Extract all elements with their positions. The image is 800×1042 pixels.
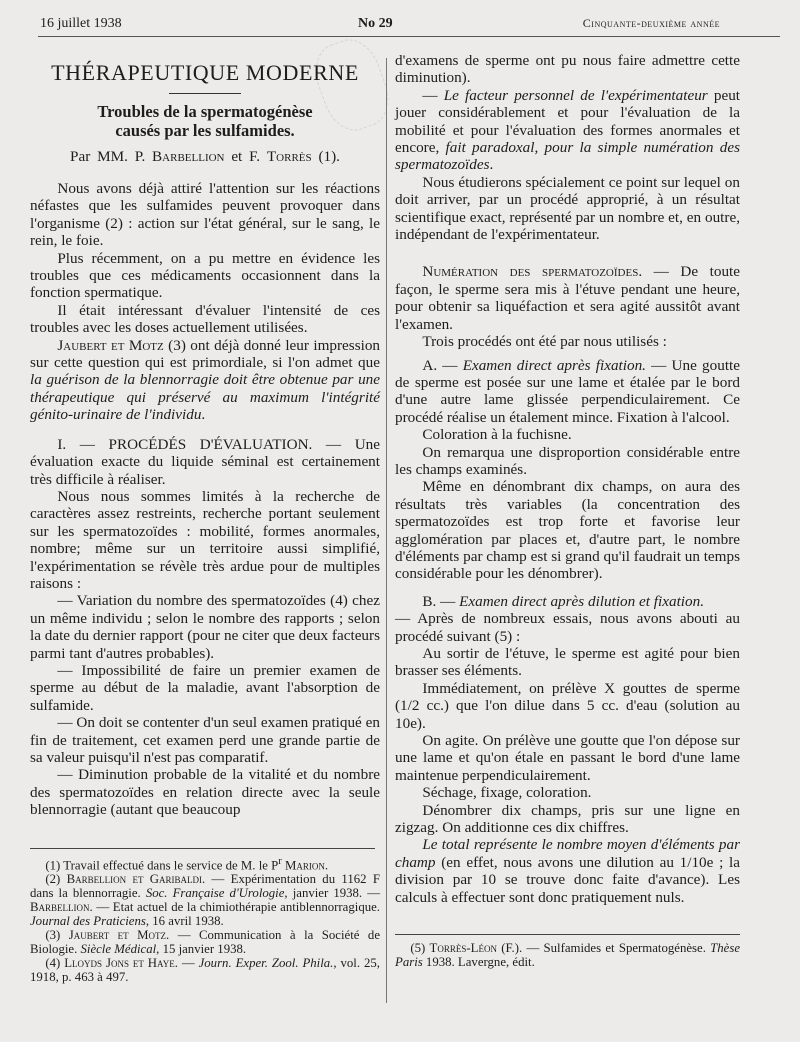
section-paragraph: [395, 263, 740, 333]
italic-run: Siècle Médical: [80, 942, 157, 957]
paragraph: — Diminution probable de la vitalité et du nombre des spermatozoïdes en relation directe avec la seule blennorragie (autant que beaucoup: [30, 766, 380, 819]
text-run: — Communication à la Société de Biologie.: [30, 928, 381, 957]
text-run: — De toute façon, le sperme sera mis à l'étuve pendant une heure, pour obtenir sa liquéfaction et sera agité aussitôt avant l'examen.: [395, 263, 740, 333]
section-heading: I. — PROCÉDÉS D'ÉVALUATION.: [57, 435, 313, 453]
footnotes-right: [395, 934, 740, 969]
paragraph: [395, 836, 740, 906]
italic-run: Examen direct après dilution et fixation.: [459, 592, 704, 610]
authors-prefix: Par MM. P.: [70, 148, 146, 165]
footnote-4: [30, 956, 380, 984]
paragraph: d'examens de sperme ont pu nous faire admettre cette diminution).: [395, 52, 740, 87]
text-run: — Etat actuel de la chimiothérapie antiblennorragique.: [92, 900, 380, 915]
footnote-2: [30, 872, 380, 928]
paragraph: — On doit se contenter d'un seul examen pratiqué en fin de traitement, cet examen perd une grande partie de sa valeur puisqu'il n'est pas comparatif.: [30, 714, 380, 766]
author-2: Torrès: [266, 148, 312, 165]
footnote-rule: [30, 848, 375, 849]
journal-rule: [169, 93, 241, 94]
text-run: (en effet, nous avons une dilution au 1/10e ; la division par 10 se trouve donc faite d'avance). Les calculs à effectuer sont donc pratiquement nuls.: [395, 853, 740, 906]
italic-run: Thèse Paris: [395, 941, 741, 969]
italic-run: Journal des Praticiens: [30, 914, 146, 929]
paragraph: Coloration à la fuchisne.: [422, 426, 572, 444]
section-paragraph: [30, 436, 380, 488]
text-run: Jaubert et Motz.: [68, 928, 170, 943]
text-run: , 16 avril 1938.: [145, 914, 224, 929]
footnote-3: [30, 928, 380, 956]
text-run: Lloyds Jons et Haye.: [64, 956, 178, 971]
superscript: r: [278, 856, 282, 867]
text-run: Barbellion et Garibaldi.: [66, 872, 206, 887]
text-run: (5): [410, 941, 430, 955]
paragraph: Nous nous sommes limités à la recherche de caractères assez restreints, recherche portant seulement sur les spermatozoïdes : mobilité, formes anormales, nombre; même sur un territoire aussi simplifié, l'expérimentation se révèle très ardue pour de multiples raisons :: [30, 487, 380, 592]
paragraph: Séchage, fixage, coloration.: [422, 784, 592, 802]
paragraph: [395, 87, 740, 174]
paragraph: Nous avons déjà attiré l'attention sur les réactions néfastes que les sulfamides peuvent provoquer dans l'organisme (2) : action sur l'état général, sur le sang, le rein, le foie.: [30, 180, 380, 250]
procedure-a: [395, 357, 740, 427]
text-run: 1938. Lavergne, édit.: [422, 955, 535, 969]
text-run: , vol. 25, 1918, p. 463 à 497.: [30, 956, 380, 985]
header-date: 16 juillet 1938: [40, 16, 122, 31]
paragraph: Au sortir de l'étuve, le sperme est agité pour bien brasser ses éléments.: [395, 645, 740, 680]
text-run: —: [177, 956, 199, 971]
article-title-line2: causés par les sulfamides.: [115, 121, 295, 140]
text-run: peut jouer considérablement et pour l'évaluation de la mobilité et pour l'évaluation des formes anormales et encore,: [395, 86, 741, 157]
footnote-rule: [395, 934, 740, 935]
journal-title: THÉRAPEUTIQUE MODERNE: [51, 60, 359, 85]
text-run: B. —: [422, 592, 460, 610]
article-authors: [30, 148, 380, 166]
text-run: — Une goutte de sperme est posée sur une lame et étalée par le bord d'une autre lame glissée perpendiculairement. Ce procédé réalise un étalement mince. Fixation à l'alcool.: [395, 356, 740, 426]
text-run: , 15 janvier 1938.: [156, 942, 247, 957]
text-run: (3): [45, 928, 69, 943]
paragraph: Dénombrer dix champs, pris sur une ligne en zigzag. On additionne ces dix chiffres.: [395, 801, 740, 837]
authors-ref: (1).: [318, 148, 340, 165]
italic-run: la guérison de la blennorragie doit être obtenue par une thérapeutique qui préservé au maximum l'intégrité génito-urinaire de l'individu: [30, 371, 380, 424]
text-run: (1) Travail effectué dans le service de M. le P: [45, 858, 279, 873]
left-column: [30, 48, 380, 819]
right-column: [395, 52, 740, 906]
paragraph: On agite. On prélève une goutte que l'on dépose sur une lame et qu'on étale en passant le bord d'une lame maintenue perpendiculairement.: [395, 732, 740, 784]
italic-run: Le total représente le nombre moyen d'éléments par champ: [395, 836, 740, 871]
text-run: —: [422, 86, 444, 104]
italic-run: Journ. Exper. Zool. Phila.: [198, 956, 334, 971]
article-title: [30, 102, 380, 140]
authors-mid: et F.: [231, 148, 261, 165]
procedure-b: [395, 593, 740, 610]
section-heading: Numération des spermatozoïdes.: [422, 263, 643, 281]
header-number: No 29: [358, 16, 393, 31]
text-run: , janvier 1938. —: [284, 886, 380, 901]
text-run: Torrès-Léon (F.).: [429, 941, 523, 955]
paragraph: — Variation du nombre des spermatozoïdes (4) chez un même individu ; selon le nombre des rapports ; selon la date du dernier rapport (pour ne citer que deux facteurs parmi tant d'autres probables).: [30, 592, 380, 662]
cited-authors: Jaubert et Motz: [57, 336, 164, 354]
running-header: [40, 16, 760, 38]
paragraph: Plus récemment, on a pu mettre en évidence les troubles que ces médicaments occasionnent dans la fonction spermatique.: [30, 249, 380, 302]
paragraph: — Après de nombreux essais, nous avons abouti au procédé suivant (5) :: [395, 610, 740, 645]
text-run: (4): [45, 956, 65, 971]
text-run: Marion.: [285, 858, 329, 873]
italic-run: Soc. Française d'Urologie: [145, 886, 285, 901]
column-divider: [386, 58, 387, 1003]
text-run: (3) ont déjà donné leur impression sur cette question qui est primordiale, si l'on admet que: [30, 336, 381, 372]
paragraph: Trois procédés ont été par nous utilisés :: [422, 333, 667, 351]
text-run: .: [489, 156, 494, 174]
paragraph: Il était intéressant d'évaluer l'intensité de ces troubles avec les doses actuellement utilisées.: [30, 301, 380, 337]
text-run: (2): [45, 872, 67, 887]
article-title-line1: Troubles de la spermatogénèse: [97, 102, 313, 121]
text-run: — Expérimentation du 1162 F dans la blennorragie.: [30, 872, 380, 901]
text-run: A. —: [422, 356, 463, 374]
paragraph: Immédiatement, on prélève X gouttes de sperme (1/2 cc.) que l'on dilue dans 5 cc. d'eau (solution au 10e).: [395, 679, 740, 732]
text-run: Barbellion.: [30, 900, 93, 915]
paragraph: [30, 337, 380, 424]
paragraph: — Impossibilité de faire un premier examen de sperme au début de la maladie, avant l'absorption de sulfamide.: [30, 661, 380, 714]
italic-run: Examen direct après fixation.: [462, 356, 646, 374]
header-rule: [38, 36, 780, 37]
footnote-1: [30, 855, 380, 872]
footnote-5: [395, 941, 740, 969]
italic-run: Le facteur personnel de l'expérimentateur: [443, 86, 708, 104]
italic-run: fait paradoxal, pour la simple numération des spermatozoïdes: [395, 139, 740, 174]
text-run: — Une évaluation exacte du liquide séminal est certainement très difficile à réaliser.: [30, 435, 380, 488]
paragraph: Nous étudierons spécialement ce point sur lequel on doit arriver, par un procédé approprié, à un résultat scientifique exact, représenté par un nombre et, en outre, indépendant de l'expérimentateur.: [395, 173, 740, 244]
paragraph: On remarqua une disproportion considérable entre les champs examinés.: [395, 443, 740, 478]
text-run: — Sulfamides et Spermatogénèse.: [522, 941, 711, 955]
author-1: Barbellion: [152, 148, 225, 165]
paragraph: Même en dénombrant dix champs, on aura des résultats très variables (la concentration des spermatozoïdes est trop forte et favorise leur agglomération par places et, d'autre part, le nombre d'éléments par champ est si grand qu'il faudrait un temps considérable pour les dénombrer).: [395, 478, 740, 583]
footnotes-left: [30, 848, 380, 984]
text-run: .: [201, 406, 206, 424]
header-year: Cinquante-deuxième année: [582, 16, 720, 30]
